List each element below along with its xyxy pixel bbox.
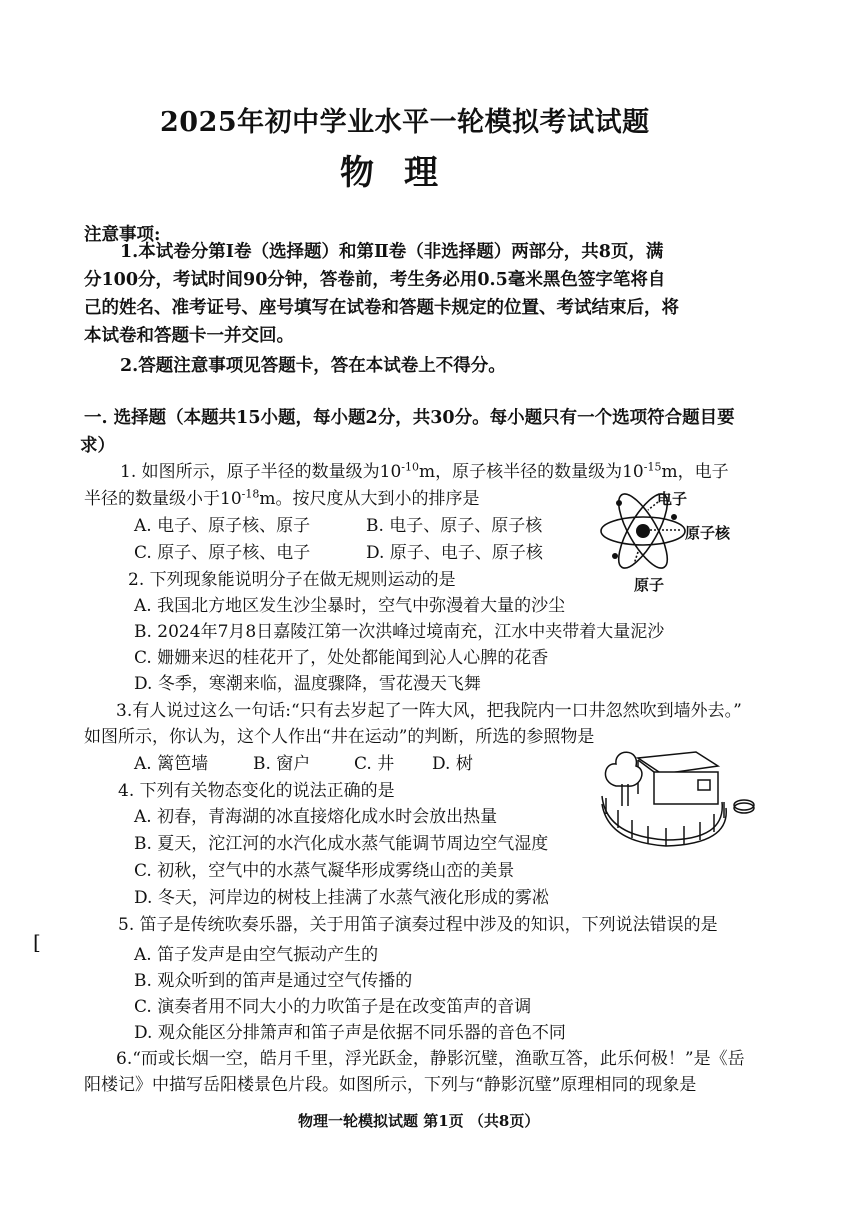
q1-option-d: D. 原子、电子、原子核 xyxy=(366,543,543,563)
q1-option-c: C. 原子、原子核、电子 xyxy=(134,543,311,563)
q5-stem: 5. 笛子是传统吹奏乐器，关于用笛子演奏过程中涉及的知识，下列说法错误的是 xyxy=(118,915,718,935)
q5-option-d: D. 观众能区分排箫声和笛子声是依据不同乐器的音色不同 xyxy=(134,1023,566,1043)
q3-option-d: D. 树 xyxy=(432,754,473,774)
electron-label: 电子 xyxy=(657,490,688,508)
margin-bracket-mark: [ xyxy=(33,930,41,954)
nucleus-label: 原子核 xyxy=(685,524,731,542)
notes-line-3: 己的姓名、准考证号、座号填写在试卷和答题卡规定的位置、考试结束后，将 xyxy=(84,298,679,318)
q3-option-a: A. 篱笆墙 xyxy=(134,754,209,774)
q5-option-b: B. 观众听到的笛声是通过空气传播的 xyxy=(134,971,413,991)
q3-option-b: B. 窗户 xyxy=(253,754,311,774)
q2-stem: 2. 下列现象能说明分子在做无规则运动的是 xyxy=(128,570,456,590)
atom-label: 原子 xyxy=(634,576,665,594)
q3-stem-line-2: 如图所示，你认为，这个人作出“井在运动”的判断，所选的参照物是 xyxy=(84,727,595,747)
tree-icon xyxy=(605,752,641,786)
notes-line-4: 本试卷和答题卡一并交回。 xyxy=(84,326,294,346)
q4-option-b: B. 夏天，沱江河的水汽化成水蒸气能调节周边空气湿度 xyxy=(134,834,549,854)
nucleus-dot xyxy=(636,524,650,538)
q3-option-c: C. 井 xyxy=(354,754,395,774)
notes-heading: 注意事项: xyxy=(84,225,161,245)
fence-yard-figure xyxy=(596,744,762,848)
notes-line-2: 分100分，考试时间90分钟，答卷前，考生务必用0.5毫米黑色签字笔将自 xyxy=(84,270,666,290)
subject-title: 物理 xyxy=(340,153,468,193)
q4-option-d: D. 冬天，河岸边的树枝上挂满了水蒸气液化形成的雾凇 xyxy=(134,888,549,908)
exam-title: 2025年初中学业水平一轮模拟考试试题 xyxy=(160,107,650,138)
q2-option-d: D. 冬季，寒潮来临，温度骤降，雪花漫天飞舞 xyxy=(134,674,481,694)
q5-option-c: C. 演奏者用不同大小的力吹笛子是在改变笛声的音调 xyxy=(134,997,532,1017)
q1-stem-line-2: 半径的数量级小于$10^{-18}m$。按尺度从大到小的排序是 xyxy=(84,487,480,509)
q1-option-b: B. 电子、原子、原子核 xyxy=(366,516,543,536)
q4-option-c: C. 初秋，空气中的水蒸气凝华形成雾绕山峦的美景 xyxy=(134,861,515,881)
q2-option-a: A. 我国北方地区发生沙尘暴时，空气中弥漫着大量的沙尘 xyxy=(134,596,566,616)
q4-stem: 4. 下列有关物态变化的说法正确的是 xyxy=(118,781,395,801)
q6-stem-line-2: 阳楼记》中描写岳阳楼景色片段。如图所示，下列与“静影沉璧”原理相同的现象是 xyxy=(84,1075,697,1095)
notes-line-5: 2.答题注意事项见答题卡，答在本试卷上不得分。 xyxy=(120,356,506,376)
q6-stem-line-1: 6.“而或长烟一空，皓月千里，浮光跃金，静影沉璧，渔歌互答，此乐何极！”是《岳 xyxy=(116,1049,745,1069)
q5-option-a: A. 笛子发声是由空气振动产生的 xyxy=(134,945,379,965)
q1-option-a: A. 电子、原子核、原子 xyxy=(134,516,311,536)
q3-stem-line-1: 3.有人说过这么一句话:“只有去岁起了一阵大风，把我院内一口井忽然吹到墙外去。” xyxy=(116,701,742,721)
section-heading-line-1: 一. 选择题（本题共15小题，每小题2分，共30分。每小题只有一个选项符合题目要 xyxy=(84,408,735,428)
q2-option-c: C. 姗姗来迟的桂花开了，处处都能闻到沁人心脾的花香 xyxy=(134,648,549,668)
page-footer: 物理一轮模拟试题 第1页 （共8页） xyxy=(298,1112,540,1130)
q1-stem-line-1: 1. 如图所示，原子半径的数量级为$10^{-10}m$，原子核半径的数量级为$10^{-15}m$，电子 xyxy=(120,460,729,482)
q2-option-b: B. 2024年7月8日嘉陵江第一次洪峰过境南充，江水中夹带着大量泥沙 xyxy=(134,622,665,642)
q4-option-a: A. 初春，青海湖的冰直接熔化成水时会放出热量 xyxy=(134,807,498,827)
notes-line-1: 1.本试卷分第Ⅰ卷（选择题）和第Ⅱ卷（非选择题）两部分，共8页，满 xyxy=(120,242,664,262)
section-heading-line-2: 求） xyxy=(80,436,115,456)
